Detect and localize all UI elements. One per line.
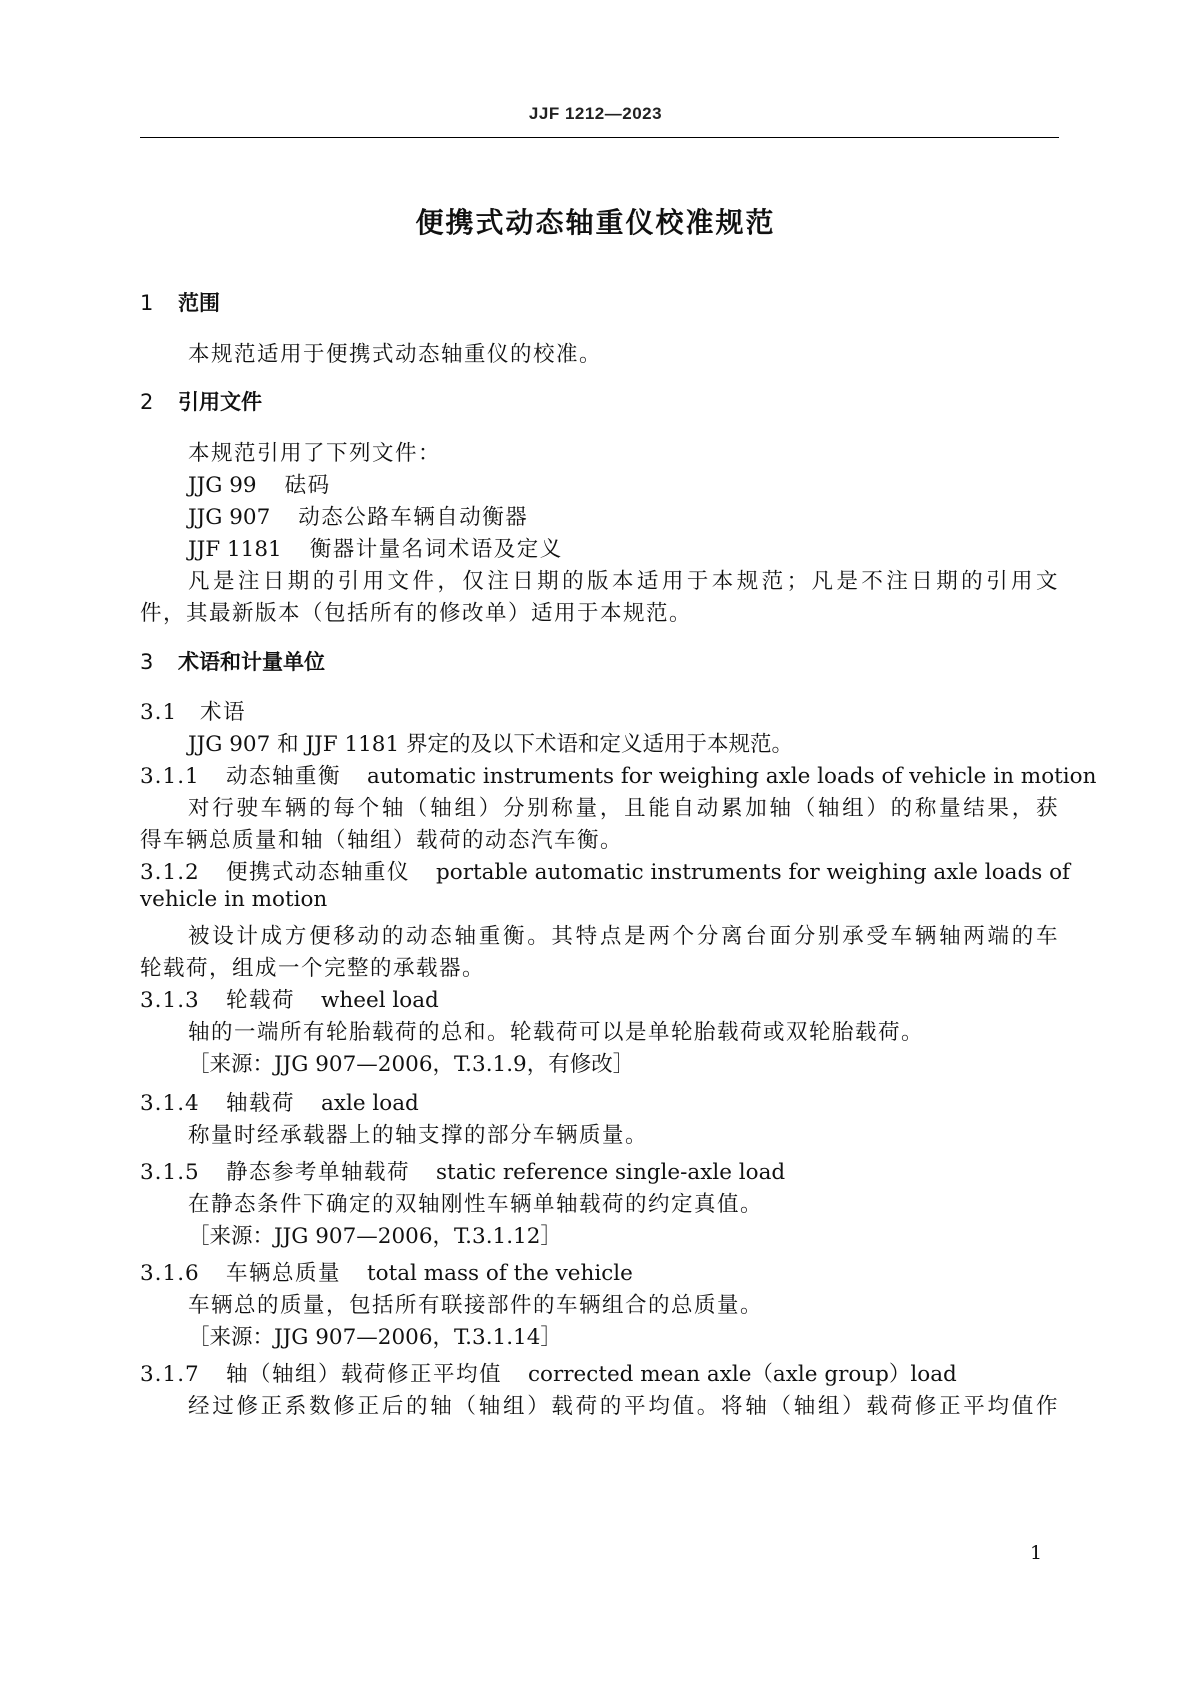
section-title: 引用文件 (178, 390, 262, 414)
term-chinese: 动态轴重衡 (226, 764, 342, 789)
term-definition-line: 对行驶车辆的每个轴（轴组）分别称量，且能自动累加轴（轴组）的称量结果，获 (188, 796, 1059, 821)
term-number: 3.1.4 (140, 1091, 200, 1116)
section-title: 范围 (178, 291, 220, 315)
term-english: automatic instruments for weighing axle loads of vehicle in motion (367, 764, 1097, 789)
term-english: total mass of the vehicle (367, 1261, 633, 1286)
term-number: 3.1.5 (140, 1160, 200, 1185)
term-heading (140, 1357, 1059, 1388)
subsection-number: 3.1 (140, 700, 178, 725)
term-definition-line: 得车辆总质量和轴（轴组）载荷的动态汽车衡。 (140, 828, 624, 853)
term-definition-line: 经过修正系数修正后的轴（轴组）载荷的平均值。将轴（轴组）载荷修正平均值作 (188, 1394, 1059, 1419)
terms-intro: JJG 907 和 JJF 1181 界定的及以下术语和定义适用于本规范。 (188, 732, 793, 757)
term-english: static reference single-axle load (436, 1160, 786, 1185)
reference-code: JJF 1181 (188, 537, 282, 562)
subsection-3-1-heading (140, 695, 1059, 726)
section-number: 3 (140, 650, 154, 674)
term-number: 3.1.7 (140, 1362, 200, 1387)
reference-code: JJG 99 (188, 473, 257, 498)
term-chinese: 车辆总质量 (226, 1261, 342, 1286)
reference-name: 动态公路车辆自动衡器 (298, 505, 529, 530)
term-definition-line: 称量时经承载器上的轴支撑的部分车辆质量。 (188, 1123, 649, 1148)
term-number: 3.1.6 (140, 1261, 200, 1286)
standard-code-header: JJF 1212—2023 (528, 104, 663, 123)
term-heading (140, 983, 1059, 1014)
section-number: 1 (140, 291, 154, 315)
term-heading (140, 1155, 1059, 1186)
term-number: 3.1.1 (140, 764, 200, 789)
term-definition-line: 被设计成方便移动的动态轴重衡。其特点是两个分离台面分别承受车辆轴两端的车 (188, 924, 1059, 949)
term-chinese: 轴载荷 (226, 1091, 296, 1116)
section-2-heading (140, 386, 1059, 416)
term-source: ［来源：JJG 907—2006，T.3.1.14］ (188, 1325, 562, 1350)
term-chinese: 便携式动态轴重仪 (226, 860, 411, 885)
term-heading (140, 1256, 1059, 1287)
references-note-line: 凡是注日期的引用文件，仅注日期的版本适用于本规范；凡是不注日期的引用文 (188, 569, 1059, 594)
reference-item (188, 532, 1059, 563)
reference-item (188, 468, 1059, 499)
document-title: 便携式动态轴重仪校准规范 (415, 206, 776, 239)
term-chinese: 静态参考单轴载荷 (226, 1160, 411, 1185)
term-number: 3.1.3 (140, 988, 200, 1013)
section-3-heading (140, 646, 1059, 676)
term-heading (140, 759, 1097, 790)
term-definition-line: 在静态条件下确定的双轴刚性车辆单轴载荷的约定真值。 (188, 1192, 764, 1217)
section-1-paragraph: 本规范适用于便携式动态轴重仪的校准。 (188, 342, 603, 367)
term-chinese: 轴（轴组）载荷修正平均值 (226, 1362, 503, 1387)
header-rule (140, 137, 1059, 138)
term-english: portable automatic instruments for weighing axle loads of (436, 860, 1070, 885)
term-english: corrected mean axle（axle group）load (528, 1362, 957, 1387)
term-number: 3.1.2 (140, 860, 200, 885)
term-heading (140, 1086, 1059, 1117)
reference-item (188, 500, 1059, 531)
term-source: ［来源：JJG 907—2006，T.3.1.9，有修改］ (188, 1052, 635, 1077)
term-chinese: 轮载荷 (226, 988, 296, 1013)
term-heading (140, 855, 1070, 886)
subsection-title: 术语 (200, 700, 247, 725)
page-number: 1 (1030, 1542, 1043, 1564)
reference-name: 衡器计量名词术语及定义 (309, 537, 563, 562)
term-english: wheel load (321, 988, 439, 1013)
reference-name: 砝码 (284, 473, 331, 498)
term-english-continued: vehicle in motion (140, 887, 328, 912)
section-number: 2 (140, 390, 154, 414)
term-definition-line: 轮载荷，组成一个完整的承载器。 (140, 956, 486, 981)
references-note-line: 件，其最新版本（包括所有的修改单）适用于本规范。 (140, 601, 693, 626)
section-1-heading (140, 287, 1059, 317)
term-definition-line: 轴的一端所有轮胎载荷的总和。轮载荷可以是单轮胎载荷或双轮胎载荷。 (188, 1020, 925, 1045)
references-intro: 本规范引用了下列文件： (188, 441, 442, 466)
term-english: axle load (321, 1091, 419, 1116)
reference-code: JJG 907 (188, 505, 271, 530)
term-definition-line: 车辆总的质量，包括所有联接部件的车辆组合的总质量。 (188, 1293, 764, 1318)
term-source: ［来源：JJG 907—2006，T.3.1.12］ (188, 1224, 562, 1249)
section-title: 术语和计量单位 (178, 650, 325, 674)
